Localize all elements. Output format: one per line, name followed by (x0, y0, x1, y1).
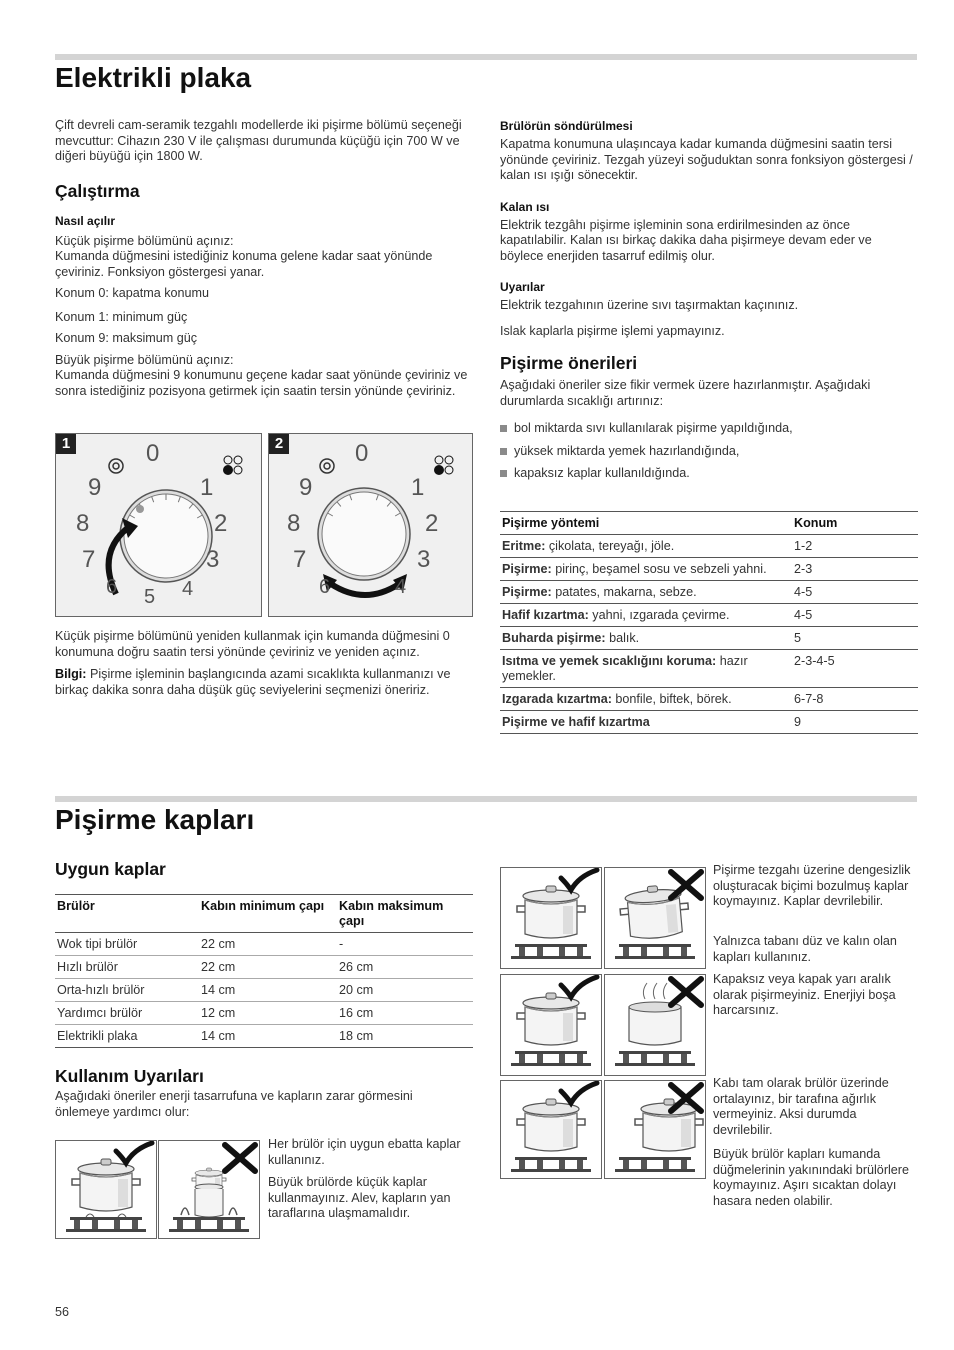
sondurulmesi-text: Kapatma konumuna ulaşıncaya kadar kumanda düğmesini saatin tersi yönünde çeviriniz. Tezgah yüzeyi soğuduktan sonra fonksiyon göstergesi / kalan ısı ışığı sönecektir. (500, 137, 913, 182)
method-text: hazır yemekler. (502, 654, 748, 683)
method-bold: Izgarada kızartma: (502, 692, 612, 706)
section-divider (55, 796, 917, 802)
position-cell: 6-7-8 (794, 692, 824, 706)
right-text-3: Kapaksız veya kapak yarı aralık olarak pişirmeyiniz. Enerjiyi boşa harcarsınız. (713, 972, 896, 1017)
table-row (500, 650, 918, 688)
dial-number-2: 2 (214, 510, 228, 537)
section-title: Pişirme kapları (55, 804, 255, 835)
dial2-number-2: 2 (425, 510, 439, 537)
table-cell: 22 cm (201, 960, 236, 974)
table-row (500, 581, 918, 604)
pot-size-table (55, 894, 473, 1048)
dial-number-4: 4 (182, 578, 194, 600)
dial-number-9: 9 (88, 474, 102, 501)
pot-image-correct (500, 867, 602, 969)
table-row (55, 956, 473, 979)
position-cell: 5 (794, 631, 802, 645)
dial2-number-9: 9 (299, 474, 313, 501)
table-header-row (500, 512, 918, 535)
position-1: Konum 1: minimum güç (55, 309, 188, 324)
reuse-text: Küçük pişirme bölümünü yeniden kullanmak için kumanda düğmesini 0 konumuna doğru saatin tersi yönünde çeviriniz ve yeniden açınız. (55, 629, 450, 659)
bullet-text: yüksek miktarda yemek hazırlandığında, (514, 443, 740, 458)
pot-image-wrong (604, 867, 706, 969)
table-header-row (55, 895, 473, 933)
position-cell: 4-5 (794, 608, 813, 622)
method-text: yahni, ızgarada çevirme. (588, 608, 730, 622)
method-text: pirinç, beşamel sosu ve sebzeli yahni. (551, 562, 767, 576)
kullanim-text-1: Her brülör için uygun ebatta kaplar kullanınız. (268, 1137, 461, 1167)
uyarilar-text-1: Elektrik tezgahının üzerine sıvı taşırmaktan kaçınınız. (500, 298, 799, 312)
method-cell (500, 627, 792, 650)
dial2-number-3: 3 (417, 546, 431, 573)
table-row (500, 688, 918, 711)
table-row (55, 1025, 473, 1048)
heading-kullanim: Kullanım Uyarıları (55, 1066, 204, 1086)
bullet-item (500, 444, 917, 460)
table-cell: Hızlı brülör (57, 960, 118, 974)
table-cell: Yardımcı brülör (57, 1006, 143, 1020)
kullanim-text-2: Büyük brülörde küçük kaplar kullanmayınız. Alev, kapların yan taraflarına ulaşmamalıdır. (268, 1175, 451, 1220)
pot-image-correct (500, 1080, 602, 1179)
method-cell (500, 688, 792, 711)
table-row (55, 979, 473, 1002)
dial2-number-8: 8 (287, 510, 301, 537)
table-header: Pişirme yöntemi (502, 516, 600, 530)
table-cell: 26 cm (339, 960, 374, 974)
method-text: patates, makarna, sebze. (551, 585, 697, 599)
kullanim-intro: Aşağıdaki öneriler enerji tasarrufuna ve kapların zarar görmesini önlemeye yardımcı olur: (55, 1089, 413, 1119)
bullet-item (500, 466, 917, 482)
heading-uygun-kaplar: Uygun kaplar (55, 859, 166, 879)
figure-2-dial (268, 433, 473, 617)
dial2-number-6: 6 (319, 576, 331, 598)
small-zone-text: Kumanda düğmesini istediğiniz konuma gelene kadar saat yönünde çeviriniz. Fonksiyon göstergesi yanar. (55, 249, 433, 279)
dial2-number-0: 0 (355, 440, 369, 467)
table-header: Konum (794, 516, 838, 530)
table-row (500, 627, 918, 650)
table-cell: 14 cm (201, 1029, 236, 1043)
method-bold: Pişirme: (502, 562, 552, 576)
oneriler-intro: Aşağıdaki öneriler size fikir vermek üzere hazırlanmıştır. Aşağıdaki durumlarda sıcaklığı artırınız: (500, 378, 871, 408)
table-cell: - (339, 937, 344, 951)
table-cell: Wok tipi brülör (57, 937, 138, 951)
method-text: balık. (605, 631, 640, 645)
pot-image-wrong (604, 1080, 706, 1179)
dial-number-6: 6 (106, 576, 118, 598)
table-header: Brülör (57, 899, 95, 913)
figure-1-badge: 1 (56, 434, 76, 454)
dial-number-5: 5 (144, 586, 156, 608)
method-bold: Eritme: (502, 539, 546, 553)
position-cell: 2-3-4-5 (794, 654, 835, 668)
figure-1-dial (55, 433, 262, 617)
method-text: çikolata, tereyağı, jöle. (545, 539, 675, 553)
left-column-bottom (55, 629, 470, 698)
left-column (55, 118, 470, 399)
intro-text: Çift devreli cam-seramik tezgahlı modellerde iki pişirme bölümü seçeneği mevcuttur: Cihazın 230 V ile çalışması durumunda küçüğü için 700 W ve diğeri büyüğü için 1800 W. (55, 118, 462, 163)
right-text-5: Büyük brülör kapları kumanda düğmelerinin yakınındaki brülörlere koymayınız. Aşırı sıcaktan dolayı hasara neden olabilir. (713, 1147, 910, 1208)
method-cell (500, 535, 792, 558)
method-bold: Pişirme ve hafif kızartma (502, 715, 650, 729)
kalan-isi-text: Elektrik tezgâhı pişirme işleminin sona erdirilmesinden az önce kapatılabilir. Kalan ısı birkaç dakika daha pişirmeye devam eder ve böylece enerjiden tasarruf edilmiş olur. (500, 217, 872, 263)
table-row (500, 711, 918, 734)
page-number: 56 (55, 1305, 70, 1319)
pot-image-correct (500, 974, 602, 1076)
method-cell (500, 711, 792, 734)
table-header: Kabın minimum çapı (201, 899, 325, 913)
big-zone-text: Kumanda düğmesini 9 konumunu geçene kadar saat yönünde çeviriniz ve sonra istediğiniz pozisyona getirmek için saatin tersin yönünde çeviriniz. (55, 368, 468, 398)
heading-uyarilar: Uyarılar (500, 280, 545, 294)
right-text-1: Pişirme tezgahı üzerine dengesizlik oluşturacak biçimi bozulmuş kaplar koymayınız. Kaplar devrilebilir. (713, 863, 911, 908)
method-cell (500, 581, 792, 604)
position-cell: 1-2 (794, 539, 813, 553)
method-cell (500, 604, 792, 627)
table-cell: 16 cm (339, 1006, 374, 1020)
table-cell: 12 cm (201, 1006, 236, 1020)
heading-calistirma: Çalıştırma (55, 180, 140, 201)
big-zone-label: Büyük pişirme bölümünü açınız: (55, 352, 234, 367)
dial-number-1: 1 (200, 474, 214, 501)
heading-pisirme-onerileri: Pişirme önerileri (500, 353, 638, 373)
table-header: Kabın maksimum çapı (339, 899, 444, 928)
info-text (55, 667, 470, 698)
bullet-text: bol miktarda sıvı kullanılarak pişirme yapıldığında, (514, 421, 793, 435)
dial-number-3: 3 (206, 546, 220, 573)
method-text: bonfile, biftek, börek. (611, 692, 732, 706)
cooking-table (500, 511, 918, 734)
right-text-4: Kabı tam olarak brülör üzerinde ortalayınız, bir tarafına ağırlık vermeyiniz. Aksi durumda devrilebilir. (713, 1076, 889, 1137)
bullet-item (500, 421, 917, 437)
method-bold: Pişirme: (502, 585, 552, 599)
position-cell: 2-3 (794, 562, 813, 576)
heading-sondurulmesi: Brülörün söndürülmesi (500, 119, 633, 133)
table-cell: 18 cm (339, 1029, 374, 1043)
bullet-text: kapaksız kaplar kullanıldığında. (514, 466, 690, 480)
info-body: Pişirme işleminin başlangıcında azami sıcaklıkta kullanmanızı ve birkaç dakika sonra daha düşük güç seviyelerini seçmenizi öneririz. (55, 667, 451, 697)
heading-nasil-acilir: Nasıl açılır (55, 213, 116, 228)
section-divider (55, 54, 917, 60)
table-cell: 14 cm (201, 983, 236, 997)
table-row (500, 558, 918, 581)
method-cell (500, 558, 792, 581)
uyarilar-text-2: Islak kaplarla pişirme işlemi yapmayınız. (500, 323, 725, 338)
info-label: Bilgi: (55, 667, 87, 681)
table-row (55, 1002, 473, 1025)
table-row (500, 604, 918, 627)
right-text-2: Yalnızca tabanı düz ve kalın olan kapları kullanınız. (713, 934, 897, 964)
position-cell: 4-5 (794, 585, 813, 599)
pot-image-wrong (604, 974, 706, 1076)
dial-number-8: 8 (76, 510, 90, 537)
right-column (500, 119, 917, 489)
position-cell: 9 (794, 715, 802, 729)
position-0: Konum 0: kapatma konumu (55, 286, 210, 300)
pot-image-wrong (158, 1140, 260, 1239)
table-row (55, 933, 473, 956)
table-cell: 22 cm (201, 937, 236, 951)
pot-image-correct (55, 1140, 157, 1239)
method-bold: Buharda pişirme: (502, 631, 606, 645)
dial-number-7: 7 (82, 546, 96, 573)
dial2-number-1: 1 (411, 474, 425, 501)
figure-2-badge: 2 (269, 434, 289, 454)
method-cell (500, 650, 792, 688)
dial-number-0: 0 (146, 440, 160, 467)
position-9: Konum 9: maksimum güç (55, 331, 198, 345)
dial2-number-7: 7 (293, 546, 307, 573)
dial2-number-4: 4 (395, 576, 407, 598)
method-bold: Isıtma ve yemek sıcaklığını koruma: (502, 654, 717, 668)
section-title: Elektrikli plaka (55, 62, 252, 93)
table-cell: Elektrikli plaka (57, 1029, 138, 1043)
table-cell: 20 cm (339, 983, 374, 997)
method-bold: Hafif kızartma: (502, 608, 589, 622)
small-zone-label: Küçük pişirme bölümünü açınız: (55, 233, 234, 248)
heading-kalan-isi: Kalan ısı (500, 199, 550, 214)
table-cell: Orta-hızlı brülör (57, 983, 145, 997)
table-row (500, 535, 918, 558)
